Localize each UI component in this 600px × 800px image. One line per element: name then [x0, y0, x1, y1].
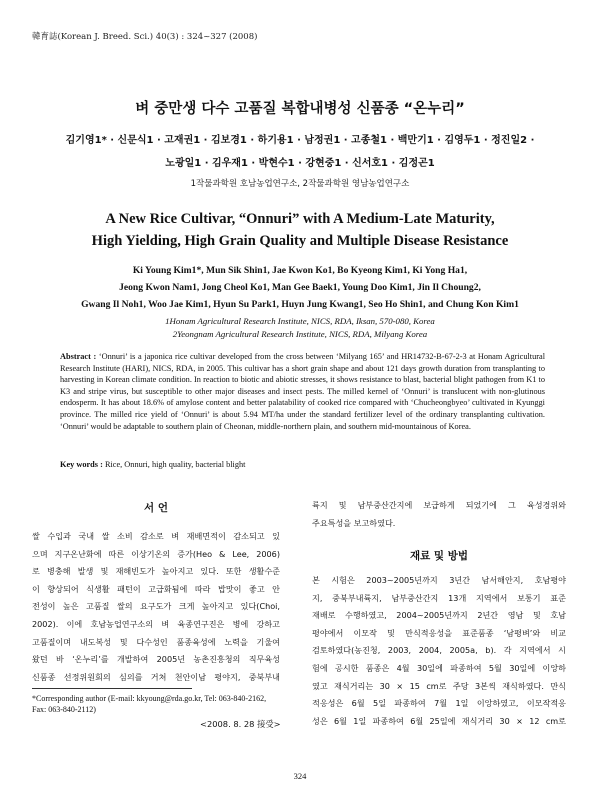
text-line: 였고 재식거리는 30 × 15 cm로 주당 3본씩 재식하였다. 만식 — [312, 680, 566, 691]
korean-authors-line-2: 노광일1 · 김우재1 · 박현수1 · 강현중1 · 신서호1 · 김정곤1 — [165, 158, 435, 169]
text-line: 륙지 및 남부중산간지에 보급하게 되었기에 그 육성경위와 — [312, 500, 566, 510]
text-line: 왔던 바 ‘온누리’를 개발하여 2005년 농촌진흥청의 직무육성 — [32, 654, 280, 665]
english-affiliation-2: 2Yeongnam Agricultural Research Institute, NICS, RDA, Milyang Korea — [172, 329, 428, 339]
korean-title: 벼 중만생 다수 고품질 복합내병성 신품종 “온누리” — [135, 101, 465, 117]
english-title-line-1: A New Rice Cultivar, “Onnuri” with A Medium-Late Maturity, — [105, 211, 495, 227]
english-title-line-2: High Yielding, High Grain Quality and Multiple Disease Resistance — [91, 233, 509, 249]
text-line: 지, 중북부내륙지, 남부중산간지 13개 지역에서 보통기 표준 — [312, 592, 566, 603]
methods-body — [312, 572, 566, 730]
keywords-text: Rice, Onnuri, high quality, bacterial blight — [104, 460, 246, 469]
english-affiliation-1: 1Honam Agricultural Research Institute, NICS, RDA, Iksan, 570-080, Korea — [165, 316, 435, 326]
abstract-label: Abstract : — [60, 352, 97, 361]
text-line: 고품질이며 내도복성 및 다수성인 품종육성에 노력을 기울여 — [32, 636, 280, 647]
text-line: 성은 6월 1일 파종하여 6월 25일에 재식거리 30 × 12 cm로 — [312, 715, 566, 726]
english-authors-line-1: Ki Young Kim1*, Mun Sik Shin1, Jae Kwon Ko1, Bo Kyeong Kim1, Ki Yong Ha1, — [132, 265, 468, 276]
text-line: 험에 공시한 품종은 4월 30일에 파종하여 5월 30일에 이앙하 — [312, 662, 566, 673]
keywords — [60, 460, 245, 469]
abstract-text: ‘Onnuri’ is a japonica rice cultivar developed from the cross between ‘Milyang 165’ and HR14732-B-67-2-3 at Honam Agricultural Research Institute (HARI), NICS, RDA, in 2005. This cultivar has a short grain shape and about 121 days growth duration from transplanting to harvesting in Korean climate condition. In reaction to biotic and abiotic stresses, it shows resistance to blast, bacterial blight pathogen from K1 to K3 and stripe virus, but susceptible to other major diseases and insect pests. The milled kernel of ‘Onnuri’ is translucent with non-glutinous endosperm. It has about 18.6% of amylose content and better palatability of cooked rice compared with ‘Chucheongbyeo’ cultivated in Kyunggi province. The milled rice yield of ‘Onnuri’ is about 5.94 MT/ha under the standard fertilizer level of the ordinary transplanting cultivation. ‘Onnuri’ would be adaptable to southern plain of Cheonan, middle-northern plain, and southern mid-mountainous of Korea. — [60, 352, 546, 431]
text-line: 재배로 수행하였고, 2004~2005년까지 2년간 영남 및 호남 — [312, 610, 566, 621]
text-line: 으며 지구온난화에 따른 이상기온의 증가(Heo & Lee, 2006) — [32, 548, 280, 559]
text-line: 전성이 높은 고품질 쌀의 요구도가 크게 높아지고 있다(Choi, — [32, 601, 280, 612]
korean-affiliation: 1작물과학원 호남농업연구소, 2작물과학원 영남농업연구소 — [190, 179, 410, 189]
text-line: 주요특성을 보고하였다. — [312, 517, 396, 528]
page-number: 324 — [293, 771, 307, 781]
methods-heading: 재료 및 방법 — [409, 550, 469, 562]
korean-authors-line-1: 김기영1* · 신문식1 · 고재권1 · 김보경1 · 하기용1 · 남정권1 · 고종철1 · 백만기1 · 김영두1 · 정진일2 · — [65, 135, 535, 146]
footnote-rule — [32, 688, 192, 689]
text-line: 쌀 수입과 국내 쌀 소비 감소로 벼 재배면적이 감소되고 있 — [32, 531, 280, 541]
english-authors-line-2: Jeong Kwon Nam1, Jong Cheol Ko1, Man Gee Baek1, Young Doo Kim1, Jin Il Choung2, — [119, 282, 481, 293]
abstract — [60, 351, 545, 432]
english-authors-line-3: Gwang Il Noh1, Woo Jae Kim1, Hyun Su Park1, Huyn Jung Kwang1, Seo Ho Shin1, and Chung Kon Kim1 — [81, 299, 519, 310]
text-line: 2002). 이에 호남농업연구소의 벼 육종연구진은 병에 강하고 — [32, 618, 280, 629]
text-line: 이 향상되어 식생활 패턴이 고급화됨에 따라 밥맛이 좋고 안 — [32, 583, 280, 594]
intro-body — [32, 528, 280, 686]
text-line: 적응성은 6월 5일 파종하여 7월 1일 이앙하였고, 이모작적응 — [312, 698, 566, 709]
keywords-label: Key words : — [60, 460, 103, 469]
text-line: 평야에서 이모작 및 만식적응성을 표준품종 ‘남평벼’와 비교 — [312, 627, 566, 638]
journal-citation: 韓育誌(Korean J. Breed. Sci.) 40(3) : 324~327 (2008) — [32, 32, 258, 42]
received-date: <2008. 8. 28 接受> — [200, 719, 281, 729]
intro-continued — [312, 497, 566, 532]
text-line: 본 시험은 2003~2005년까지 3년간 남서해안지, 호남평야 — [312, 575, 566, 585]
corresponding-author-footnote: *Corresponding author (E-mail: kkyoung@rda.go.kr, Tel: 063-840-2162, Fax: 063-840-2112) — [32, 694, 267, 714]
text-line: 검토하였다(농진청, 2003, 2004, 2005a, b). 각 지역에서 시 — [312, 645, 566, 656]
text-line: 로 병충해 발생 및 재해빈도가 높아지고 있다. 또한 생활수준 — [32, 566, 280, 577]
text-line: 신품종 선정위원회의 심의를 거쳐 천안이남 평야지, 중북부내 — [32, 671, 280, 682]
intro-heading: 서 언 — [144, 502, 168, 514]
